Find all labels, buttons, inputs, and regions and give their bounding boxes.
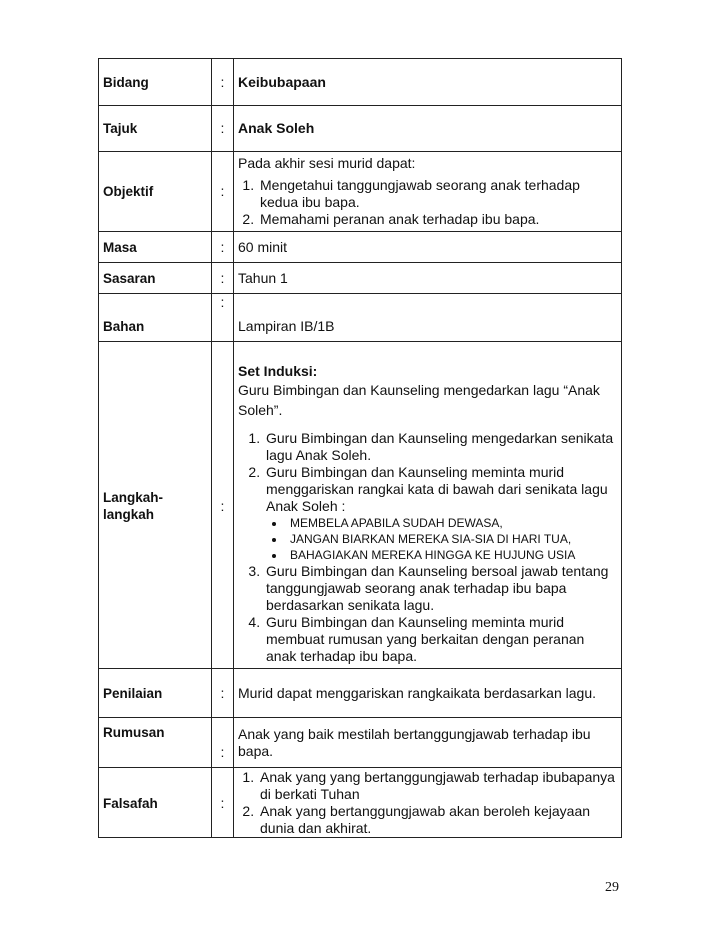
penilaian-label: Penilaian xyxy=(99,669,212,718)
falsafah-label: Falsafah xyxy=(99,768,212,838)
objektif-intro: Pada akhir sesi murid dapat: xyxy=(238,155,416,171)
masa-label: Masa xyxy=(99,232,212,263)
bahan-value: Lampiran IB/1B xyxy=(234,294,622,342)
objektif-value xyxy=(234,152,622,232)
tajuk-colon: : xyxy=(212,106,234,152)
rangkai-kata-list xyxy=(266,515,617,563)
row-objektif xyxy=(99,152,622,232)
bidang-value: Keibubapaan xyxy=(234,59,622,106)
bahan-colon: : xyxy=(212,294,234,342)
objektif-list xyxy=(238,177,617,228)
tajuk-value: Anak Soleh xyxy=(234,106,622,152)
step-item: 1. Guru Bimbingan dan Kaunseling mengedarkan senikata lagu Anak Soleh. xyxy=(264,430,617,464)
row-bahan xyxy=(99,294,622,342)
row-bidang xyxy=(99,59,622,106)
penilaian-colon: : xyxy=(212,669,234,718)
row-falsafah xyxy=(99,768,622,838)
falsafah-colon: : xyxy=(212,768,234,838)
bidang-colon: : xyxy=(212,59,234,106)
rumusan-value: Anak yang baik mestilah bertanggungjawab terhadap ibu bapa. xyxy=(234,718,622,768)
row-langkah xyxy=(99,342,622,669)
bidang-label: Bidang xyxy=(99,59,212,106)
page-number: 29 xyxy=(605,880,619,895)
row-penilaian xyxy=(99,669,622,718)
falsafah-item: 2. Anak yang bertanggungjawab akan beroleh kejayaan dunia dan akhirat. xyxy=(258,803,617,837)
langkah-colon: : xyxy=(212,342,234,669)
langkah-label: Langkah-langkah xyxy=(99,342,212,669)
masa-colon: : xyxy=(212,232,234,263)
rumusan-colon: : xyxy=(212,718,234,768)
row-masa xyxy=(99,232,622,263)
penilaian-value: Murid dapat menggariskan rangkaikata berdasarkan lagu. xyxy=(234,669,622,718)
sasaran-label: Sasaran xyxy=(99,263,212,294)
row-sasaran xyxy=(99,263,622,294)
sasaran-colon: : xyxy=(212,263,234,294)
falsafah-item: 1. Anak yang yang bertanggungjawab terhadap ibubapanya di berkati Tuhan xyxy=(258,769,617,803)
step-item: 3. Guru Bimbingan dan Kaunseling bersoal jawab tentang tanggungjawab seorang anak terhadap ibu bapa berdasarkan senikata lagu. xyxy=(264,563,617,614)
step-item: 4. Guru Bimbingan dan Kaunseling meminta murid membuat rumusan yang berkaitan dengan peranan anak terhadap ibu bapa. xyxy=(264,614,617,665)
step-item xyxy=(264,464,617,563)
bullet-item: • MEMBELA APABILA SUDAH DEWASA, xyxy=(286,515,617,531)
falsafah-list xyxy=(238,769,617,837)
objektif-colon: : xyxy=(212,152,234,232)
falsafah-value xyxy=(234,768,622,838)
row-tajuk xyxy=(99,106,622,152)
row-rumusan xyxy=(99,718,622,768)
bahan-label: Bahan xyxy=(99,294,212,342)
set-induksi-intro: Guru Bimbingan dan Kaunseling mengedarkan lagu “Anak Soleh”. xyxy=(238,381,600,418)
set-induksi-heading: Set Induksi: xyxy=(238,362,318,379)
langkah-steps xyxy=(238,430,617,665)
sasaran-value: Tahun 1 xyxy=(234,263,622,294)
lesson-plan-table xyxy=(98,58,622,838)
masa-value: 60 minit xyxy=(234,232,622,263)
langkah-value xyxy=(234,342,622,669)
bullet-item: • BAHAGIAKAN MEREKA HINGGA KE HUJUNG USIA xyxy=(286,547,617,563)
rumusan-label: Rumusan xyxy=(99,718,212,768)
tajuk-label: Tajuk xyxy=(99,106,212,152)
objektif-label: Objektif xyxy=(99,152,212,232)
step-text: Guru Bimbingan dan Kaunseling meminta murid menggariskan rangkai kata di bawah dari senikata lagu Anak Soleh : xyxy=(266,463,608,514)
objektif-item: 1. Mengetahui tanggungjawab seorang anak terhadap kedua ibu bapa. xyxy=(258,177,617,211)
objektif-item: 2. Memahami peranan anak terhadap ibu bapa. xyxy=(258,211,617,228)
bullet-item: • JANGAN BIARKAN MEREKA SIA-SIA DI HARI TUA, xyxy=(286,531,617,547)
